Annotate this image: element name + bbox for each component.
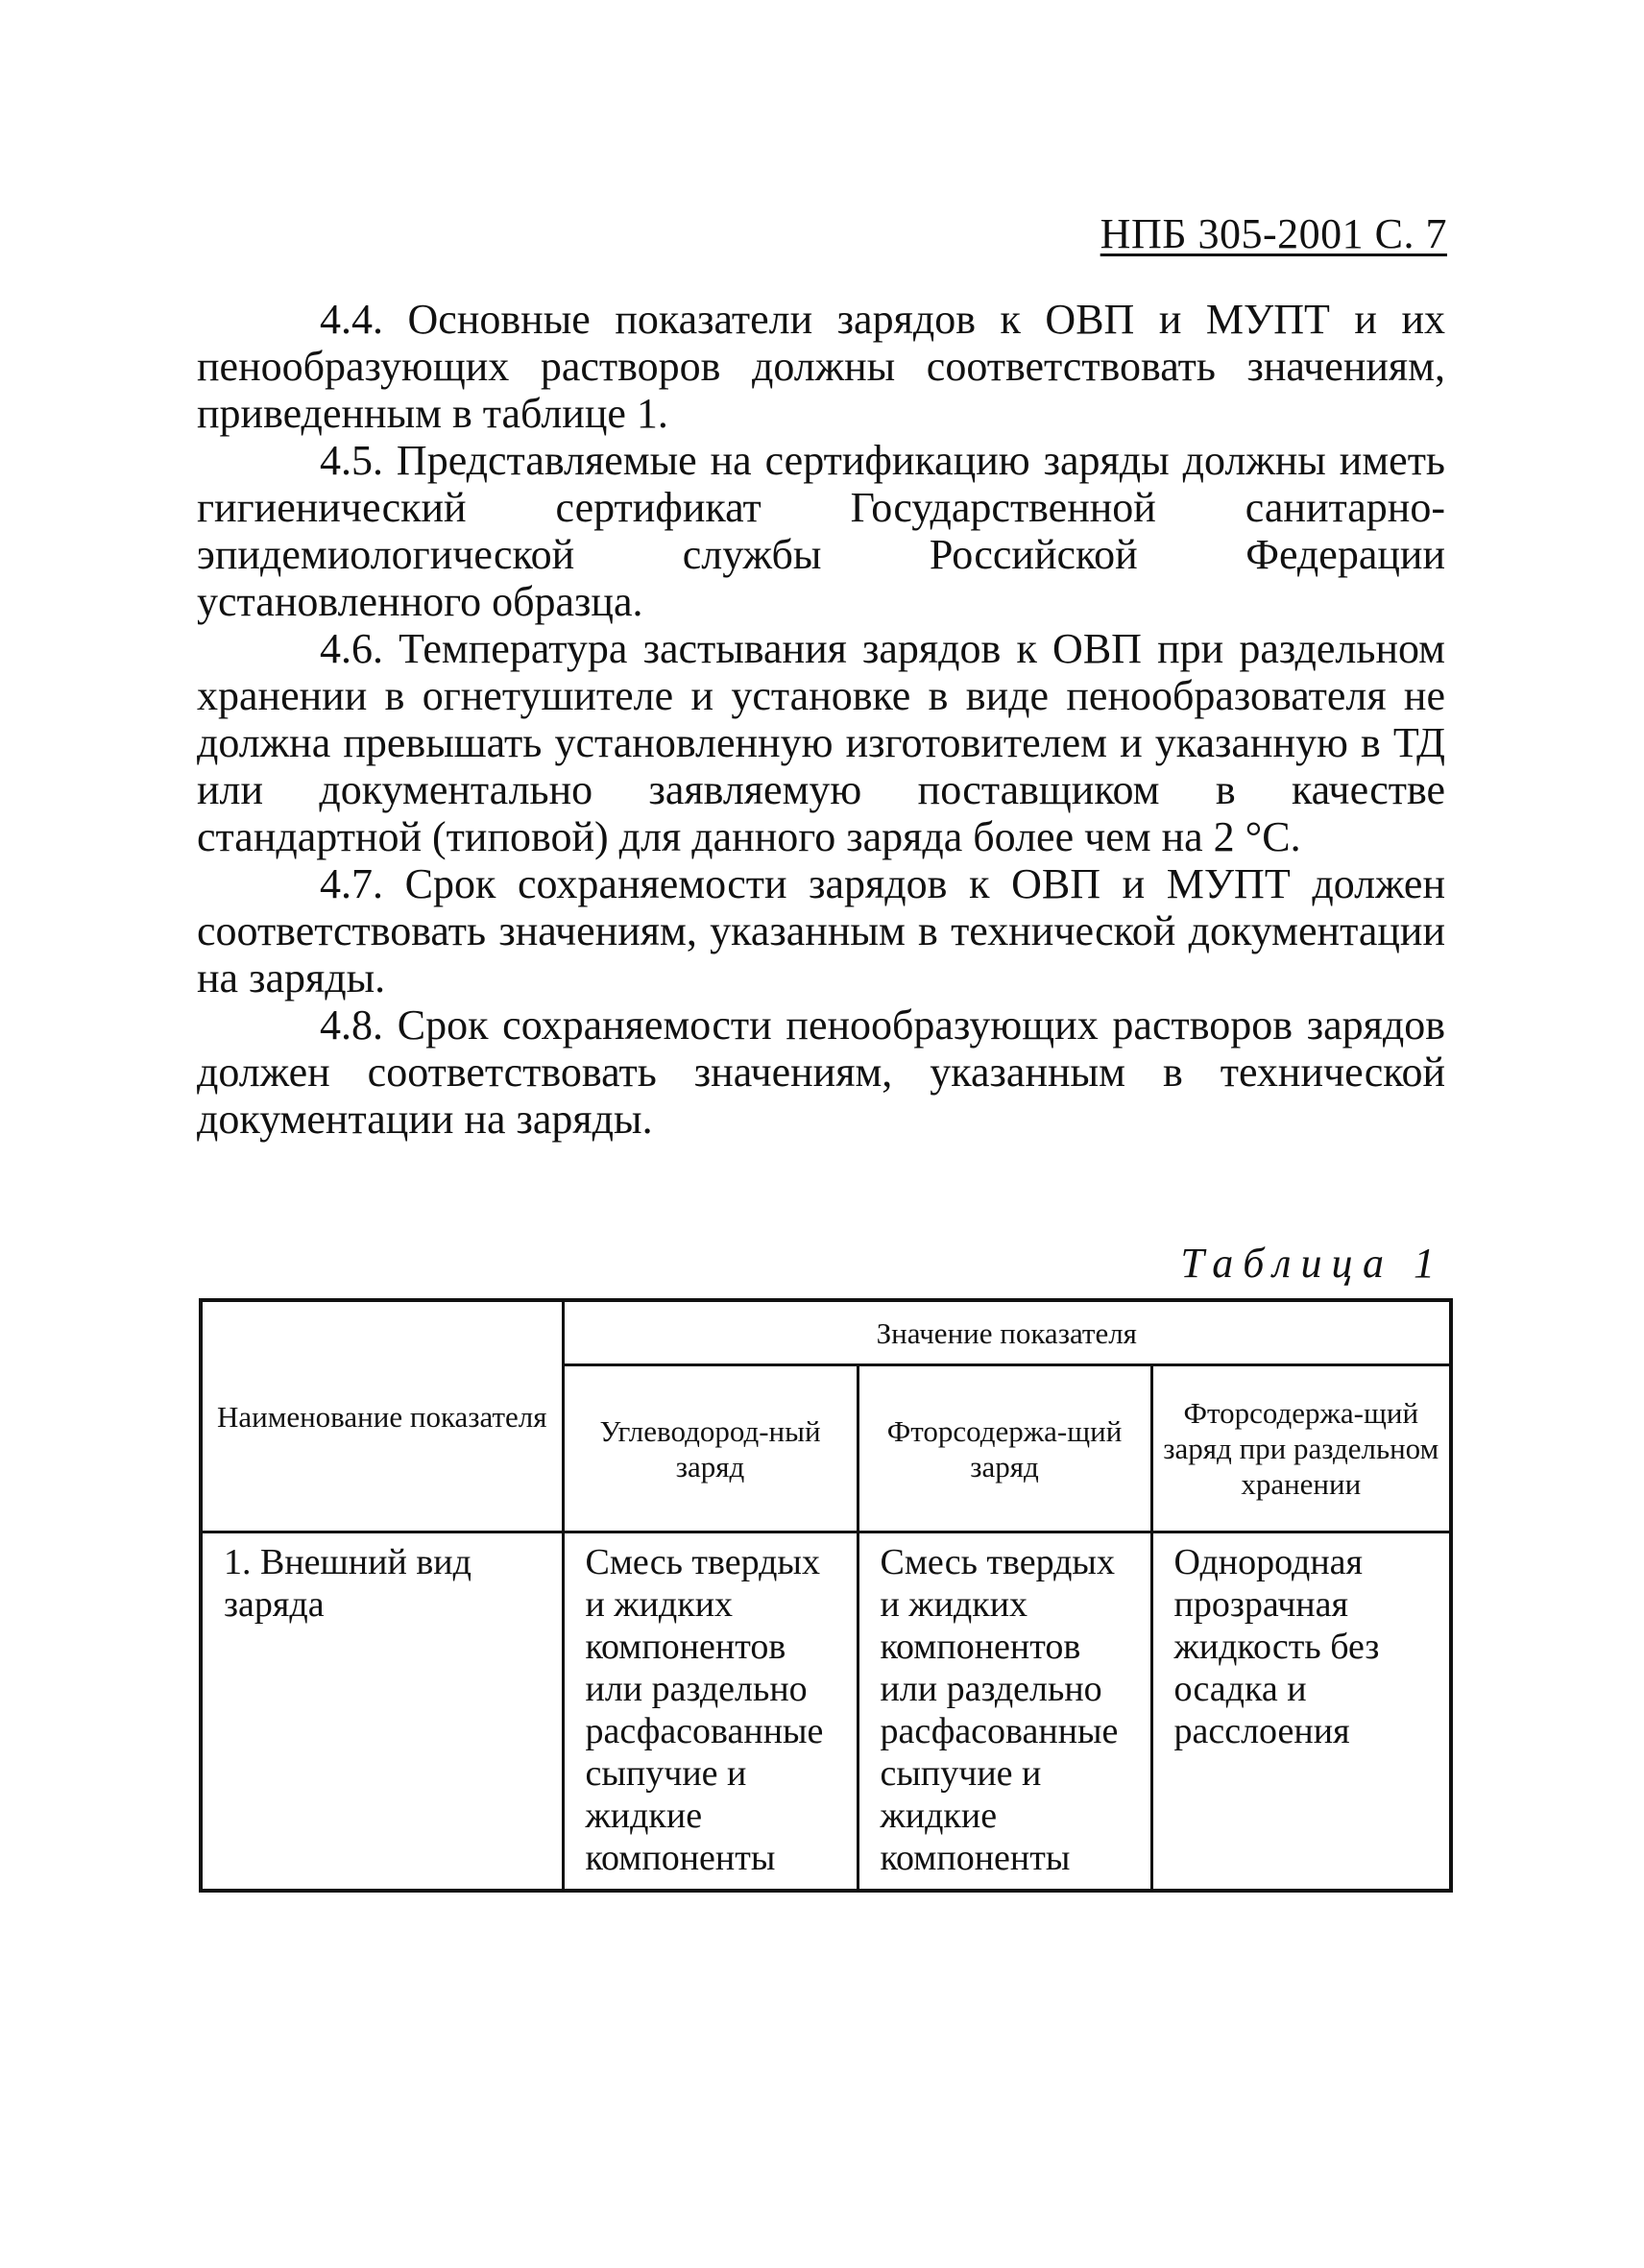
table-caption: Таблица 1 <box>1180 1240 1444 1287</box>
header-fluorine-charge: Фторсодержа-щий заряд <box>858 1365 1151 1532</box>
paragraph-4-8: 4.8. Срок сохраняемости пенообразующих растворов зарядов должен соответствовать значениям, указанным в технической документации на заряды. <box>197 1001 1445 1143</box>
paragraph-4-6: 4.6. Температура застывания зарядов к ОВП при раздельном хранении в огнетушителе и установке в виде пенообразователя не должна превышать установленную изготовителем и указанную в ТД или документально заявляемую поставщиком в качестве стандартной (типовой) для данного заряда более чем на 2 °С. <box>197 625 1445 860</box>
paragraph-4-7: 4.7. Срок сохраняемости зарядов к ОВП и МУПТ должен соответствовать значениям, указанным в технической документации на заряды. <box>197 860 1445 1001</box>
paragraph-4-4: 4.4. Основные показатели зарядов к ОВП и МУПТ и их пенообразующих растворов должны соответствовать значениям, приведенным в таблице 1. <box>197 296 1445 437</box>
row-indicator-name: 1. Внешний вид заряда <box>201 1532 563 1892</box>
row-value-fluorine-separate: Однородная прозрачная жидкость без осадка и расслоения <box>1151 1532 1451 1892</box>
row-value-fluorine: Смесь твердых и жидких компонентов или раздельно расфасованные сыпучие и жидкие компоненты <box>858 1532 1151 1892</box>
header-indicator-value: Значение показателя <box>563 1300 1451 1365</box>
body-text <box>197 296 1445 1143</box>
specs-table <box>199 1298 1453 1893</box>
page-header: НПБ 305-2001 С. 7 <box>1100 210 1447 257</box>
header-fluorine-charge-separate: Фторсодержа-щий заряд при раздельном хранении <box>1151 1365 1451 1532</box>
header-indicator-name: Наименование показателя <box>201 1300 563 1532</box>
table-row <box>201 1532 1451 1892</box>
header-hydrocarbon-charge: Углеводород-ный заряд <box>563 1365 858 1532</box>
row-value-hydrocarbon: Смесь твердых и жидких компонентов или раздельно расфасованные сыпучие и жидкие компоненты <box>563 1532 858 1892</box>
paragraph-4-5: 4.5. Представляемые на сертификацию заряды должны иметь гигиенический сертификат Государственной санитарно-эпидемиологической службы Российской Федерации установленного образца. <box>197 437 1445 625</box>
